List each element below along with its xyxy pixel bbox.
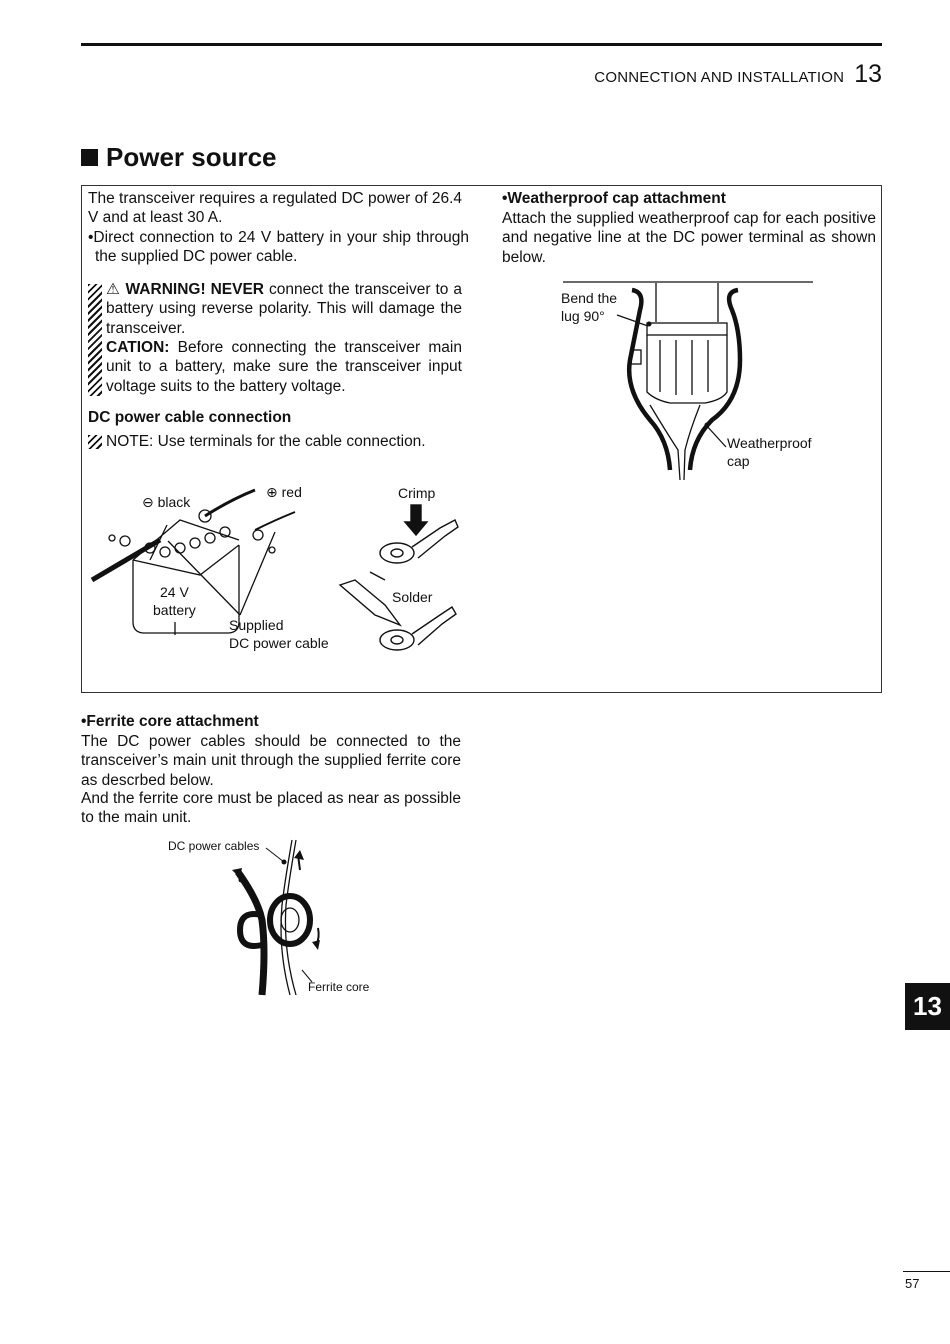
page-number-rule: [903, 1271, 950, 1272]
section-number: 13: [854, 60, 882, 88]
ferrite-para-1: The DC power cables should be connected to the transceiver’s main unit through the supplied ferrite core as descrbed below.: [81, 733, 461, 789]
red-label: ⊕ red: [266, 484, 302, 500]
bullet-direct-connection: •Direct connection to 24 V battery in your ship through the supplied DC power cable.: [88, 229, 469, 266]
weatherproof-cap-label-2: cap: [727, 453, 750, 469]
chapter-tab: 13: [905, 983, 950, 1030]
warning-lead: ⚠ WARNING! NEVER: [106, 281, 264, 298]
bend-lug-label-2: lug 90°: [561, 308, 605, 324]
weatherproof-heading: •Weatherproof cap attachment: [502, 190, 726, 207]
intro-text: The transceiver requires a regulated DC power of 26.4 V and at least 30 A.: [88, 190, 462, 227]
solder-label: Solder: [392, 589, 433, 605]
page-number: 57: [905, 1276, 920, 1291]
dc-power-cable-label: DC power cable: [229, 635, 329, 651]
supplied-label: Supplied: [229, 617, 284, 633]
ferrite-para-2: And the ferrite core must be placed as near as possible to the main unit.: [81, 790, 461, 827]
battery-label: battery: [153, 602, 196, 618]
crimp-label: Crimp: [398, 485, 436, 501]
bend-lug-label-1: Bend the: [561, 290, 618, 306]
black-label: ⊖ black: [142, 494, 191, 510]
weatherproof-cap-label-1: Weatherproof: [727, 435, 812, 451]
weatherproof-text: Attach the supplied weatherproof cap for each positive and negative line at the DC power terminal as shown below.: [502, 210, 876, 266]
warning-text: connect the transceiver to a battery using reverse polarity. This will damage the transceiver.: [106, 281, 463, 337]
section-title: CONNECTION AND INSTALLATION: [594, 69, 845, 86]
caution-text: Before connecting the transceiver main unit to a battery, make sure the transceiver input voltage suits to the battery voltage.: [106, 339, 462, 395]
note-text: NOTE: Use terminals for the cable connection.: [106, 433, 426, 450]
ferrite-core-label: Ferrite core: [308, 980, 370, 994]
battery-voltage-label: 24 V: [160, 584, 189, 600]
dc-cable-subheading: DC power cable connection: [88, 409, 292, 426]
page-heading-text: Power source: [106, 142, 277, 172]
dc-power-cables-label: DC power cables: [168, 839, 260, 853]
caution-lead: CATION:: [106, 339, 170, 356]
ferrite-heading: •Ferrite core attachment: [81, 713, 259, 730]
